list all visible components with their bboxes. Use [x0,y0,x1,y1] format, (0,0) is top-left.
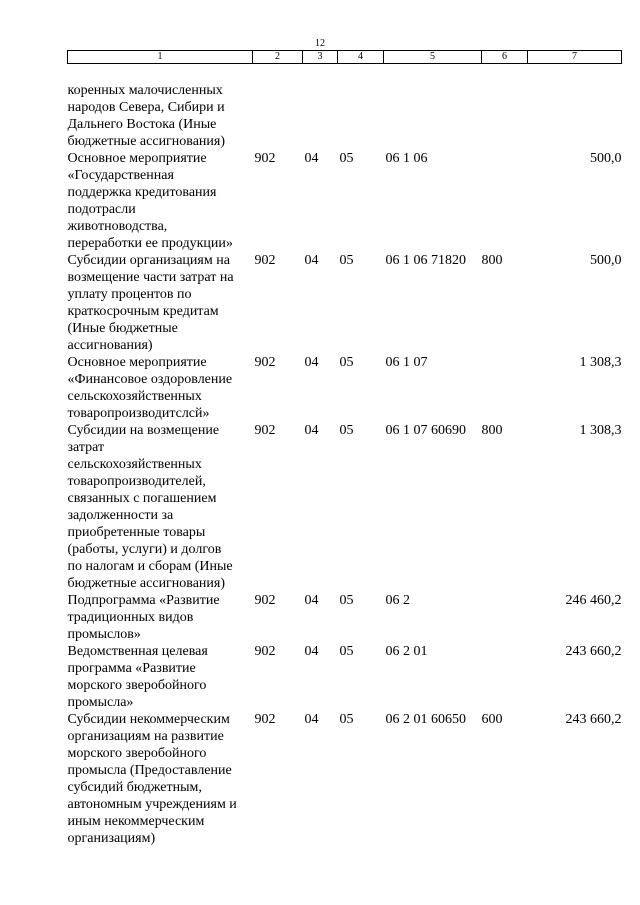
cell-subsection: 05 [339,355,354,370]
cell-section: 04 [304,593,319,608]
cell-target: 06 2 [385,593,410,608]
table-row [68,150,622,252]
cell-target: 06 2 01 [385,644,428,659]
cell-section: 04 [304,423,319,438]
cell-name-line: морского зверобойного [67,678,207,693]
cell-expense-type: 800 [481,253,503,268]
cell-expense-type [482,592,528,643]
cell-subsection: 05 [339,644,354,659]
cell-amount: 500,0 [590,253,622,268]
cell-ministry [253,64,303,151]
cell-amount [528,64,622,151]
cell-subsection: 05 [339,253,354,268]
cell-subsection: 05 [339,712,354,727]
cell-amount: 500,0 [590,151,622,166]
cell-name [68,592,253,643]
cell-name-line: промыслов» [67,627,141,642]
cell-amount: 243 660,2 [565,644,622,659]
cell-name-line: связанных с погашением [67,491,217,506]
table-row [68,711,622,847]
cell-expense-type [482,643,528,711]
cell-name-line: автономным учреждениям и [67,797,237,812]
cell-name [68,354,253,422]
cell-name-line: промысла (Предоставление [67,763,232,778]
cell-expense-type [482,64,528,151]
column-header-target: 5 [384,51,482,64]
cell-name [68,252,253,354]
cell-name-line: уплату процентов по [67,287,192,302]
cell-expense-type [482,354,528,422]
cell-name-line: приобретенные товары [67,525,206,540]
cell-ministry: 902 [254,712,276,727]
table-row [68,354,622,422]
cell-name-line: (Иные бюджетные [67,321,178,336]
cell-name-line: программа «Развитие [67,661,196,676]
cell-name-line: Основное мероприятие [67,355,207,370]
cell-name-line: по налогам и сборам (Иные [67,559,233,574]
cell-ministry: 902 [254,151,276,166]
cell-section: 04 [304,253,319,268]
cell-name-line: организациям на развитие [67,729,224,744]
cell-name-line: (работы, услуги) и долгов [67,542,222,557]
column-header-section: 3 [303,51,338,64]
cell-name-line: Основное мероприятие [67,151,207,166]
cell-ministry: 902 [254,355,276,370]
cell-name-line: сельскохозяйственных [67,457,202,472]
cell-name-line: морского зверобойного [67,746,207,761]
cell-target: 06 1 07 60690 [385,423,466,438]
cell-section: 04 [304,644,319,659]
cell-name-line: краткосрочным кредитам [67,304,219,319]
cell-name [68,422,253,592]
cell-name-line: традиционных видов [67,610,194,625]
cell-target: 06 1 07 [385,355,428,370]
cell-target: 06 1 06 [385,151,428,166]
cell-name-line: товаропроизводителей, [67,474,206,489]
cell-name [68,643,253,711]
table-row [68,422,622,592]
cell-subsection: 05 [339,593,354,608]
cell-amount: 1 308,3 [579,423,622,438]
cell-target [384,64,482,151]
cell-expense-type: 800 [481,423,503,438]
cell-section [303,64,338,151]
cell-name-line: поддержка кредитования [67,185,217,200]
column-header-subsection: 4 [338,51,384,64]
cell-name [68,64,253,151]
page-number: 12 [315,38,325,49]
cell-ministry: 902 [254,593,276,608]
cell-name-line: «Финансовое оздоровление [67,372,233,387]
cell-name-line: подотрасли [67,202,136,217]
table-row [68,592,622,643]
cell-name-line: иным некоммерческим [67,814,205,829]
cell-name-line: животноводства, [67,219,168,234]
table-body [68,64,622,848]
column-header-ministry: 2 [253,51,303,64]
cell-name-line: «Государственная [67,168,174,183]
cell-subsection: 05 [339,151,354,166]
cell-name-line: ассигнования) [67,338,153,353]
cell-name-line: организациям) [67,831,156,846]
cell-expense-type [482,150,528,252]
cell-expense-type: 600 [481,712,503,727]
cell-name [68,150,253,252]
cell-subsection: 05 [339,423,354,438]
cell-name-line: затрат [67,440,105,455]
cell-name [68,711,253,847]
cell-name-line: Ведомственная целевая [67,644,208,659]
budget-table [67,50,622,847]
cell-name-line: Субсидии на возмещение [67,423,220,438]
cell-section: 04 [304,151,319,166]
cell-section: 04 [304,712,319,727]
table-row [68,252,622,354]
cell-amount: 1 308,3 [579,355,622,370]
cell-name-line: народов Севера, Сибири и [67,100,225,115]
cell-name-line: промысла» [67,695,134,710]
cell-name-line: задолженности за [67,508,174,523]
cell-name-line: Подпрограмма «Развитие [67,593,220,608]
cell-name-line: Субсидии организациям на [67,253,230,268]
table-row [68,64,622,151]
cell-target: 06 1 06 71820 [385,253,466,268]
column-header-amount: 7 [528,51,622,64]
cell-name-line: возмещение части затрат на [67,270,234,285]
cell-name-line: товаропроизводитслсй» [67,406,210,421]
cell-amount: 243 660,2 [565,712,622,727]
cell-name-line: бюджетные ассигнования) [67,134,226,149]
header-row [68,51,622,64]
cell-ministry: 902 [254,423,276,438]
table-header [68,51,622,64]
cell-name-line: бюджетные ассигнования) [67,576,226,591]
table-row [68,643,622,711]
column-header-name: 1 [68,51,253,64]
cell-name-line: переработки ее продукции» [67,236,233,251]
cell-name-line: Субсидии некоммерческим [67,712,230,727]
cell-amount: 246 460,2 [565,593,622,608]
column-header-expense-type: 6 [482,51,528,64]
cell-name-line: коренных малочисленных [67,83,223,98]
cell-subsection [338,64,384,151]
cell-section: 04 [304,355,319,370]
cell-name-line: Дальнего Востока (Иные [67,117,217,132]
cell-ministry: 902 [254,644,276,659]
cell-target: 06 2 01 60650 [385,712,466,727]
cell-name-line: сельскохозяйственных [67,389,202,404]
cell-name-line: субсидий бюджетным, [67,780,202,795]
cell-ministry: 902 [254,253,276,268]
